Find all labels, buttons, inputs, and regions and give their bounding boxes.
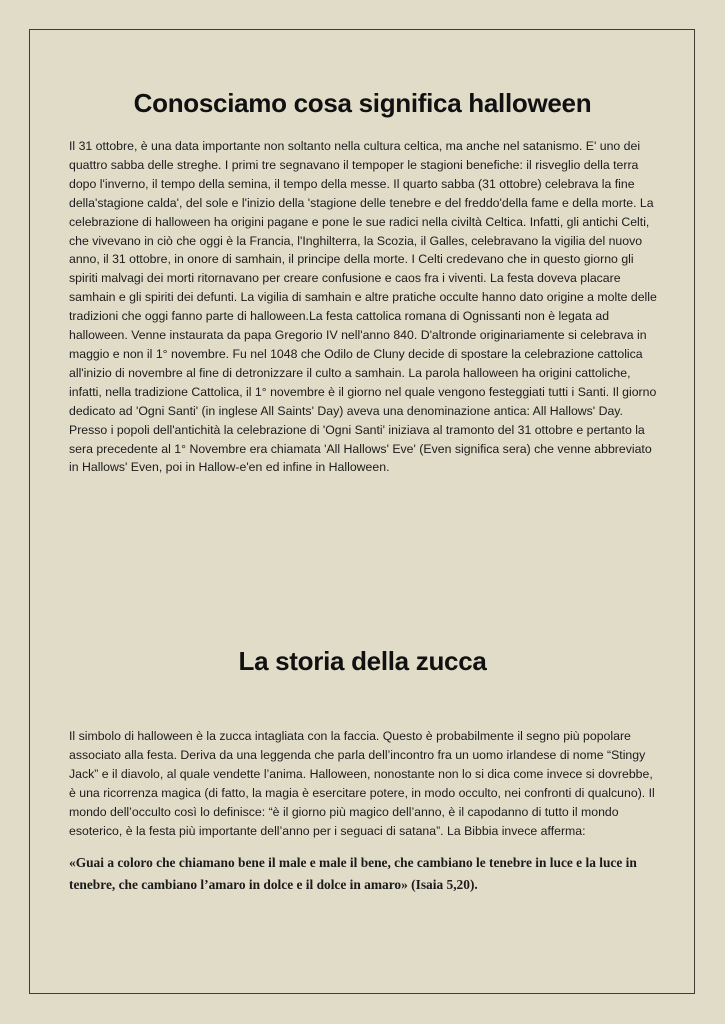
section-title-halloween-meaning: Conosciamo cosa significa halloween — [133, 88, 592, 118]
pumpkin-history-paragraph: Il simbolo di halloween è la zucca intagliata con la faccia. Questo è probabilmente il segno più popolare associato alla festa. Deriva da una leggenda che parla dell’incontro fra un uomo irlandese di nome “Stingy Jack” e il diavolo, al quale vendette l’anima. Halloween, nonostante non lo si dica come invece si dovrebbe, è una ricorrenza magica (di fatto, la magia è esercitare potere, in modo occulto, nei confronti di qualcuno). Il mondo dell’occulto così lo definisce: “è il giorno più magico dell’anno, è il capodanno di tutto il mondo esoterico, è la festa più importante dell’anno per i seguaci di satana”. La Bibbia invece afferma: — [69, 729, 655, 838]
bible-quote: «Guai a coloro che chiamano bene il male e male il bene, che cambiano le tenebre in luce e la luce in tenebre, che cambiano l’amaro in dolce e il dolce in amaro» (Isaia 5,20). — [69, 855, 637, 892]
section-title-pumpkin-history: La storia della zucca — [238, 646, 487, 676]
halloween-meaning-paragraph: Il 31 ottobre, è una data importante non soltanto nella cultura celtica, ma anche nel satanismo. E' uno dei quattro sabba delle streghe. I primi tre segnavano il tempoper le stagioni benefiche: il risveglio della terra dopo l'inverno, il tempo della semina, il tempo della messe. Il quarto sabba (31 ottobre) celebrava la fine della'stagione calda', del sole e l'inizio della 'stagione delle tenebre e del freddo'della fame e della morte. La celebrazione di halloween ha origini pagane e pone le sue radici nella civiltà Celtica. Infatti, gli antichi Celti, che vivevano in ciò che oggi è la Francia, l'Inghilterra, la Scozia, il Galles, celebravano la vigilia del nuovo anno, il 31 ottobre, in onore di samhain, il principe della morte. I Celti credevano che in questo giorno gli spiriti malvagi dei morti ritornavano per creare confusione e caos fra i viventi. La festa doveva placare samhain e gli spiriti dei defunti. La vigilia di samhain e altre pratiche occulte hanno dato origine a molte delle tradizioni che oggi fanno parte di halloween.La festa cattolica romana di Ognissanti non è legata ad halloween. Venne instaurata da papa Gregorio IV nell'anno 840. D'altronde originariamente si celebrava in maggio e non il 1° novembre. Fu nel 1048 che Odilo de Cluny decide di spostare la celebrazione cattolica all'inizio di novembre al fine di detronizzare il culto a samhain. La parola halloween ha origini cattoliche, infatti, nella tradizione Cattolica, il 1° novembre è il giorno nel quale vengono festeggiati tutti i Santi. Il giorno dedicato ad 'Ogni Santi' (in inglese All Saints' Day) aveva una denominazione antica: All Hallows' Day. Presso i popoli dell'antichità la celebrazione di 'Ogni Santi' iniziava al tramonto del 31 ottobre e pertanto la sera precedente al 1° Novembre era chiamata 'All Hallows' Eve' (Even significa sera) che venne abbreviato in Hallows' Even, poi in Hallow-e'en ed infine in Halloween. — [69, 139, 657, 475]
